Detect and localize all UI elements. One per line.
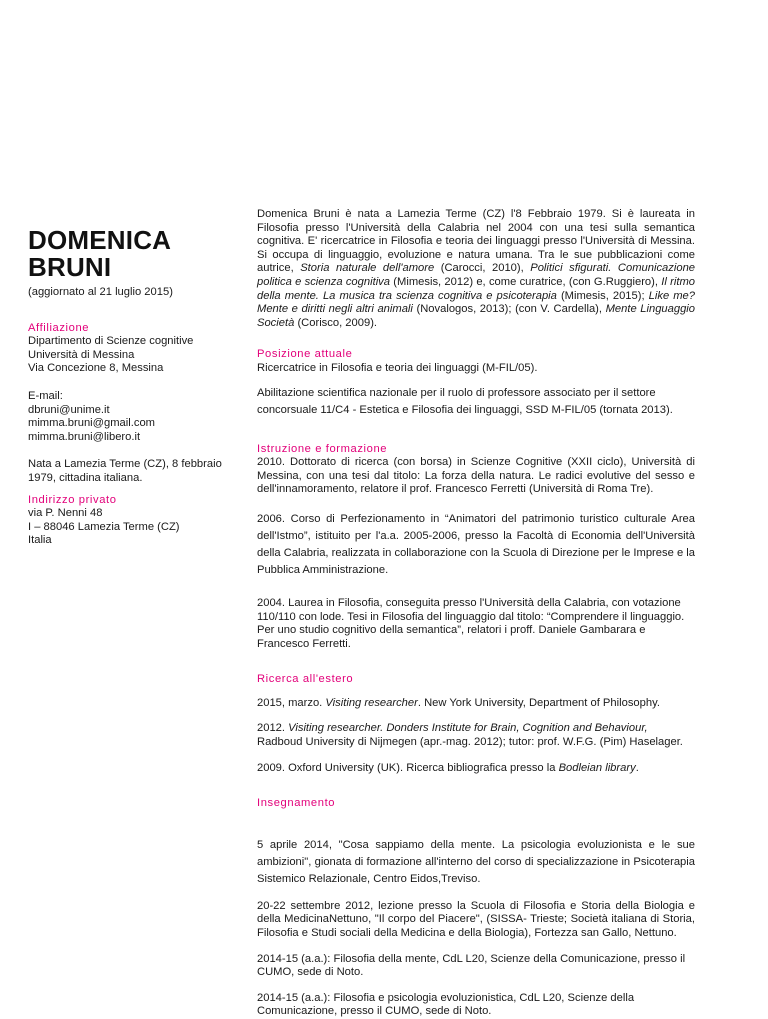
book-title: Like me? Mente e diritti negli altri animali	[257, 289, 696, 316]
position-text: Ricercatrice in Filosofia e teoria dei linguaggi (M-FIL/05).	[257, 361, 538, 374]
birth-info	[28, 458, 228, 485]
birth-line: Nata a Lamezia Terme (CZ), 8 febbraio	[28, 458, 222, 471]
research-label: Ricerca all'estero	[257, 673, 354, 686]
book-title: Mente Linguaggio Società	[257, 303, 696, 329]
bio-paragraph	[257, 208, 695, 330]
name-first: DOMENICA	[28, 225, 172, 255]
address-section	[28, 494, 228, 548]
bio-text: (Carocci, 2010),	[440, 262, 524, 275]
email-label: E-mail:	[28, 389, 63, 402]
email-link[interactable]: mimma.bruni@gmail.com	[28, 417, 155, 430]
research-section	[257, 673, 695, 775]
teaching-item: 2014-15 (a.a.): Filosofia e psicologia evoluzionistica, CdL L20, Scienze della Comunicazione, presso il CUMO, sede di Noto.	[257, 991, 635, 1018]
research-text: . New York University, Department of Philosophy.	[417, 696, 660, 709]
education-item: 2006. Corso di Perfezionamento in “Animatori del patrimonio turistico culturale Area dell'Istmo”, istituito per l'a.a. 2005-2006, presso la Facoltà di Economia dell'Università della Calabria, realizzata in collaborazione con la Scuola di Direzione per le Imprese e la Pubblica Amministrazione.	[257, 512, 695, 576]
education-label: Istruzione e formazione	[257, 442, 388, 455]
main-content	[257, 208, 695, 1019]
research-item	[257, 762, 695, 776]
bio-text: (Mimesis, 2015);	[560, 289, 645, 302]
education-item: 2004. Laurea in Filosofia, conseguita presso l'Università della Calabria, con votazione 110/110 con lode. Tesi in Filosofia del linguaggio dal titolo: “Comprendere il linguaggio. Per uno studio cognitivo della semantica”, relatori i proff. Daniele Gambarara e Francesco Ferretti.	[257, 596, 685, 650]
position-label: Posizione attuale	[257, 348, 353, 361]
book-title: Politici sfigurati. Comunicazione politica e scienza cognitiva	[257, 262, 696, 288]
teaching-item: 5 aprile 2014, "Cosa sappiamo della mente. La psicologia evoluzionista e le sue ambizioni", gionata di formazione all'interno del corso di specializzazione in Psicoterapia Sistemico Relazionale, Centro Eidos,Treviso.	[257, 838, 695, 885]
address-line: via P. Nenni 48	[28, 507, 103, 520]
bio-text: Domenica Bruni è nata a Lamezia Terme (CZ) l'8 Febbraio 1979. Si è laureata in Filosofia presso l'Università della Calabria nel 2004 con una tesi sulla semantica cognitiva. E' ricercatrice in Filosofia e teoria dei linguaggi presso l'Università di Messina. Si occupa di linguaggio, evoluzione e natura umana. Tra le sue pubblicazioni come autrice,	[257, 208, 695, 275]
bio-text: (Corisco, 2009).	[297, 316, 378, 329]
education-section	[257, 443, 695, 652]
research-text: 2015, marzo.	[257, 696, 323, 709]
book-title: Storia naturale dell'amore	[300, 262, 435, 275]
email-section	[28, 390, 228, 444]
name-last: BRUNI	[28, 252, 112, 282]
research-text: .	[635, 761, 639, 774]
bio-text: (Novalogos, 2013); (con V. Cardella),	[416, 303, 603, 316]
research-item	[257, 722, 695, 749]
address-line: Italia	[28, 534, 52, 547]
habilitation-text: Abilitazione scientifica nazionale per il ruolo di professore associato per il settore concorsuale 11/C4 - Estetica e Filosofia dei linguaggi, SSD M-FIL/05 (tornata 2013).	[257, 386, 673, 416]
person-name	[28, 227, 228, 281]
teaching-section	[257, 797, 695, 1019]
teaching-item: 20-22 settembre 2012, lezione presso la Scuola di Filosofia e Storia della Biologia e della MedicinaNettuno, "Il corpo del Piacere", (SISSA- Trieste; Società italiana di Storia, Filosofia e Studi sociali della Medicina e della Biologia), Fortezza san Gallo, Nettuno.	[257, 899, 695, 940]
research-role: Visiting researcher	[325, 696, 418, 709]
library-name: Bodleian library	[558, 761, 636, 774]
email-link[interactable]: dbruni@unime.it	[28, 403, 110, 416]
address-line: I – 88046 Lamezia Terme (CZ)	[28, 520, 180, 533]
update-date: (aggiornato al 21 luglio 2015)	[28, 286, 173, 298]
affiliation-line: Via Concezione 8, Messina	[28, 362, 164, 375]
teaching-item: 2014-15 (a.a.): Filosofia della mente, CdL L20, Scienze della Comunicazione, presso il CUMO, sede di Noto.	[257, 952, 686, 979]
affiliation-label: Affiliazione	[28, 321, 90, 334]
birth-line: 1979, cittadina italiana.	[28, 471, 143, 484]
research-item	[257, 697, 695, 711]
research-role: Visiting researcher. Donders Institute for Brain, Cognition and Behaviour,	[288, 722, 648, 735]
book-title: Il ritmo della mente. La musica tra scienza cognitiva e psicoterapia	[257, 275, 696, 302]
research-text: Radboud University di Nijmegen (apr.-mag. 2012); tutor: prof. W.F.G. (Pim) Haselager.	[257, 736, 683, 749]
sidebar	[28, 227, 228, 548]
bio-text: (Mimesis, 2012) e, come curatrice, (con G.Ruggiero),	[393, 275, 658, 288]
education-item: 2010. Dottorato di ricerca (con borsa) in Scienze Cognitive (XXII ciclo), Università di Messina, con una tesi dal titolo: La forza della natura. Le radici evolutive del sesso e dell'innamoramento, relatore il prof. Francesco Ferretti (Università di Roma Tre).	[257, 456, 695, 496]
affiliation-line: Dipartimento di Scienze cognitive	[28, 335, 194, 348]
address-label: Indirizzo privato	[28, 493, 117, 506]
teaching-label: Insegnamento	[257, 797, 336, 810]
research-text: 2009. Oxford University (UK). Ricerca bibliografica presso la	[257, 761, 556, 774]
position-section	[257, 348, 695, 418]
affiliation-section	[28, 322, 228, 376]
email-link[interactable]: mimma.bruni@libero.it	[28, 430, 141, 443]
research-text: 2012.	[257, 722, 285, 735]
affiliation-line: Università di Messina	[28, 348, 135, 361]
